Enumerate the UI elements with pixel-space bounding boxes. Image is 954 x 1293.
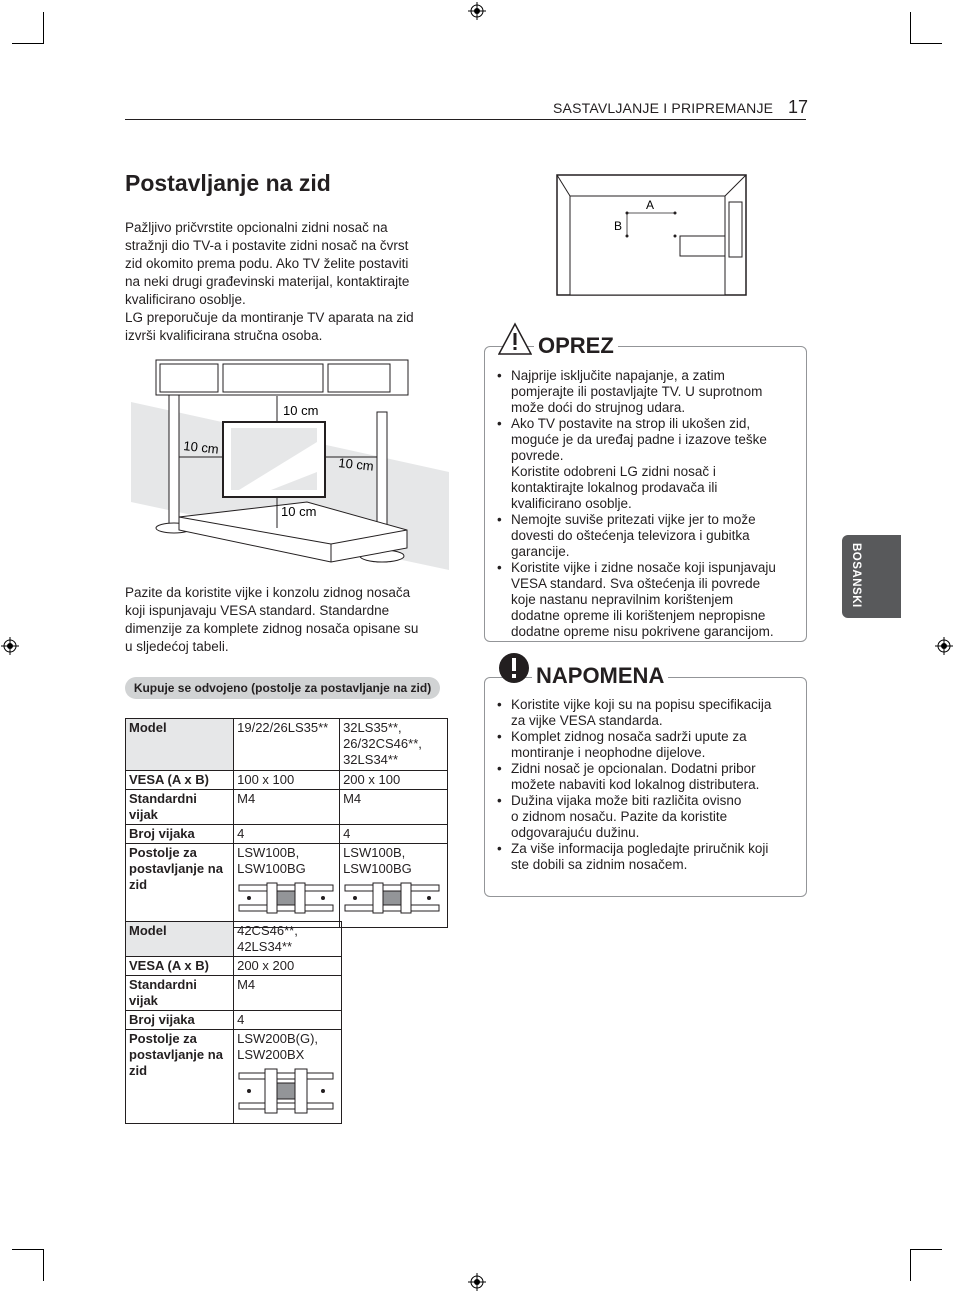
- table-label-cell: Postolje za postavljanje na zid: [126, 1030, 234, 1124]
- table-label-cell: Broj vijaka: [126, 1011, 234, 1030]
- registration-mark-icon: [1, 637, 19, 655]
- language-tab-label: BOSANSKI: [850, 543, 862, 608]
- table-cell: M4: [234, 790, 340, 825]
- table-label-cell: Postolje za postavljanje na zid: [126, 844, 234, 928]
- text-line: kvalificirano osoblje.: [125, 292, 246, 307]
- table-row: [126, 957, 342, 976]
- intro-paragraph: [125, 219, 440, 345]
- table-label-cell: Broj vijaka: [126, 825, 234, 844]
- dimension-a-label: A: [646, 198, 655, 212]
- registration-mark-icon: [468, 2, 486, 20]
- table-cell: 4: [234, 1011, 342, 1030]
- table-label-cell: Model: [126, 719, 234, 771]
- list-item: • Nemojte suviše pritezati vijke jer to može dovesti do oštećenja televizora i gubitka garancije.: [497, 512, 787, 560]
- list-item: • Zidni nosač je opcionalan. Dodatni pribor možete nabaviti kod lokalnog distributera.: [497, 761, 787, 793]
- crop-mark: [43, 1249, 44, 1281]
- table-cell: M4: [234, 976, 342, 1011]
- text-line: Pažljivo pričvrstite opcionalni zidni nosač na: [125, 220, 388, 235]
- list-item: • Ako TV postavite na strop ili ukošen zid, moguće je da uređaj padne i izazove teške povrede. Koristite odobreni LG zidni nosač i kontaktirajte lokalnog prodavača ili kvalificirano osoblje.: [497, 416, 787, 512]
- purchase-note-pill: Kupuje se odvojeno (postolje za postavljanje na zid): [125, 677, 440, 699]
- table-cell: 100 x 100: [234, 771, 340, 790]
- table-cell: 19/22/26LS35**: [234, 719, 340, 771]
- text-line: na neki drugi građevinski materijal, kontaktirajte: [125, 274, 410, 289]
- crop-mark: [910, 43, 942, 44]
- table-label-cell: Standardni vijak: [126, 790, 234, 825]
- list-item: • Koristite vijke i zidne nosače koji ispunjavaju VESA standard. Sva oštećenja ili povrede koje nastanu nepravilnim korištenjem dodatne opreme ili korištenjem nepropisne dodatne opreme nisu pokrivene garancijom.: [497, 560, 787, 640]
- clearance-top-label: 10 cm: [283, 403, 319, 418]
- tv-back-diagram: [556, 174, 747, 296]
- text-line: 42LS34**: [237, 939, 293, 954]
- text-line: LG preporučuje da montiranje TV aparata na zid: [125, 310, 414, 325]
- crop-mark: [910, 12, 911, 44]
- clearance-right-label: 10 cm: [337, 455, 375, 474]
- crop-mark: [43, 12, 44, 44]
- table-cell: 200 x 200: [234, 957, 342, 976]
- text-line: stražnji dio TV-a i postavite zidni nosač na čvrst: [125, 238, 409, 253]
- spec-table-2: [125, 921, 342, 1124]
- text-line: 26/32CS46**,: [343, 736, 422, 751]
- table-cell: M4: [340, 790, 448, 825]
- text-line: LSW200BX: [237, 1047, 305, 1062]
- header-rule: [125, 119, 806, 120]
- spec-table-1: [125, 718, 448, 928]
- note-title: NAPOMENA: [532, 663, 668, 689]
- section-header: SASTAVLJANJE I PRIPREMANJE: [553, 100, 774, 116]
- table-row: [126, 719, 448, 771]
- text-line: LSW200B(G),: [237, 1031, 319, 1046]
- text-line: dimenzije za komplete zidnog nosača opisane su: [125, 621, 419, 636]
- page-title: Postavljanje na zid: [125, 170, 331, 196]
- clearance-diagram: [131, 352, 449, 570]
- clearance-bottom-label: 10 cm: [281, 504, 317, 519]
- page-number: 17: [788, 97, 809, 117]
- table-row: [126, 1011, 342, 1030]
- list-item: • Komplet zidnog nosača sadrži upute za montiranje i neophodne dijelove.: [497, 729, 787, 761]
- table-row: [126, 771, 448, 790]
- table-cell: [340, 844, 448, 928]
- text-line: Pazite da koristite vijke i konzolu zidnog nosača: [125, 585, 411, 600]
- table-row: [126, 825, 448, 844]
- dimension-b-label: B: [614, 219, 623, 233]
- list-item: • Dužina vijaka može biti različita ovisno o zidnom nosaču. Pazite da koristite odgovarajuću dužinu.: [497, 793, 787, 841]
- text-line: 32LS34**: [343, 752, 399, 767]
- clearance-left-label: 10 cm: [182, 438, 220, 457]
- text-line: LSW100B,: [343, 845, 406, 860]
- table-row: [126, 844, 448, 928]
- crop-mark: [12, 1249, 44, 1250]
- table-row: [126, 1030, 342, 1124]
- table-cell: [234, 922, 342, 957]
- registration-mark-icon: [935, 637, 953, 655]
- table-cell: [234, 844, 340, 928]
- wall-bracket-image: [343, 881, 441, 915]
- table-row: [126, 922, 342, 957]
- language-tab: [842, 535, 901, 618]
- caution-list: [497, 368, 787, 640]
- text-line: 32LS35**,: [343, 720, 402, 735]
- list-item: • Koristite vijke koji su na popisu specifikacija za vijke VESA standarda.: [497, 697, 787, 729]
- crop-mark: [910, 1249, 942, 1250]
- text-line: LSW100BG: [343, 861, 412, 876]
- text-line: LSW100BG: [237, 861, 306, 876]
- note-list: [497, 697, 787, 873]
- exclamation-icon: [498, 652, 530, 684]
- text-line: koji ispunjavaju VESA standard. Standardne: [125, 603, 390, 618]
- registration-mark-icon: [468, 1273, 486, 1291]
- table-cell: 4: [234, 825, 340, 844]
- crop-mark: [12, 43, 44, 44]
- table-cell: [340, 719, 448, 771]
- table-cell: 200 x 100: [340, 771, 448, 790]
- text-line: izvrši kvalificirana stručna osoba.: [125, 328, 323, 343]
- table-row: [126, 976, 342, 1011]
- text-line: u sljedećoj tabeli.: [125, 639, 229, 654]
- table-label-cell: Model: [126, 922, 234, 957]
- wall-bracket-image: [237, 1067, 335, 1115]
- warning-triangle-icon: [498, 322, 532, 356]
- table-label-cell: VESA (A x B): [126, 957, 234, 976]
- table-cell: 4: [340, 825, 448, 844]
- list-item: • Za više informacija pogledajte priručnik koji ste dobili sa zidnim nosačem.: [497, 841, 787, 873]
- table-label-cell: VESA (A x B): [126, 771, 234, 790]
- table-label-cell: Standardni vijak: [126, 976, 234, 1011]
- table-row: [126, 790, 448, 825]
- text-line: LSW100B,: [237, 845, 300, 860]
- crop-mark: [910, 1249, 911, 1281]
- caution-title: OPREZ: [534, 333, 618, 359]
- text-line: zid okomito prema podu. Ako TV želite postaviti: [125, 256, 409, 271]
- wall-bracket-image: [237, 881, 335, 915]
- text-line: 42CS46**,: [237, 923, 298, 938]
- table-cell: [234, 1030, 342, 1124]
- list-item: • Najprije isključite napajanje, a zatim pomjerajte ili postavljajte TV. U suprotnom može doći do strujnog udara.: [497, 368, 787, 416]
- vesa-paragraph: [125, 584, 440, 656]
